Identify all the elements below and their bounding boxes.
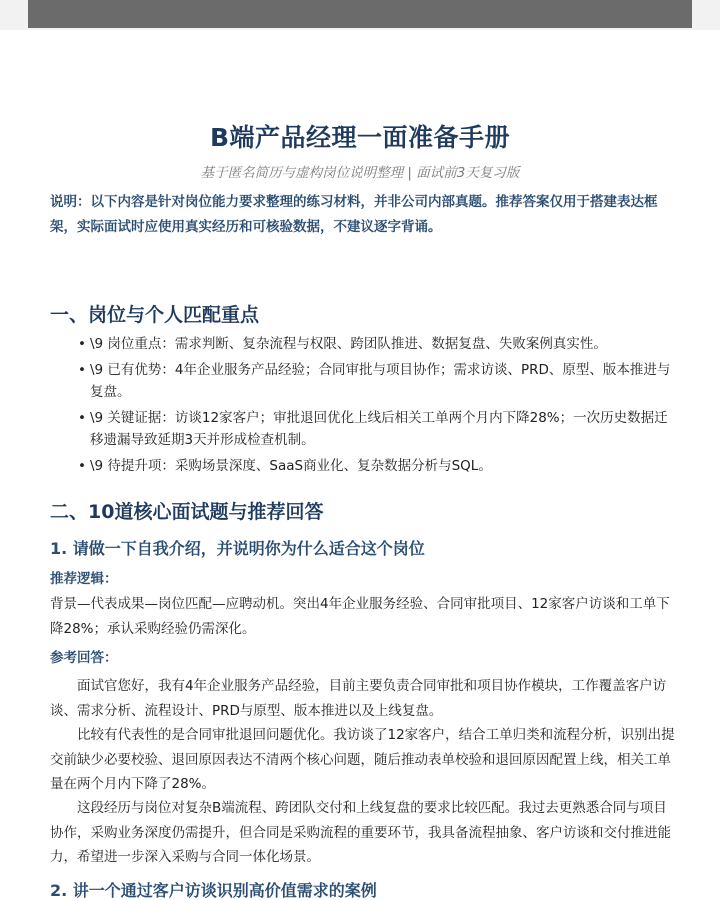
document-page <box>0 30 720 900</box>
reference-answer-label: 参考回答： <box>50 650 118 666</box>
question-2-heading: 2. 讲一个通过客户访谈识别高价值需求的案例 <box>50 881 377 900</box>
top-dark-bar <box>28 0 692 28</box>
list-item-text: \9 已有优势：4年企业服务产品经验；合同审批与项目协作；需求访谈、PRD、原型、版本推进与复盘。 <box>90 362 671 400</box>
list-item-text: \9 关键证据：访谈12家客户；审批退回优化上线后相关工单两个月内下降28%；一次历史数据迁移遗漏导致延期3天并形成检查机制。 <box>90 410 668 448</box>
section1-bullet-list <box>78 333 678 481</box>
section2-heading: 二、10道核心面试题与推荐回答 <box>50 501 324 523</box>
list-item <box>78 455 678 477</box>
list-item <box>78 333 678 355</box>
answer-paragraph-3: 这段经历与岗位对复杂B端流程、跨团队交付和上线复盘的要求比较匹配。我过去更熟悉合同与项目协作，采购业务深度仍需提升，但合同是采购流程的重要环节，我具备流程抽象、客户访谈和交付推进能力，希望进一步深入采购与合同一体化场景。 <box>50 800 671 865</box>
list-item-text: \9 岗位重点：需求判断、复杂流程与权限、跨团队推进、数据复盘、失败案例真实性。 <box>90 336 607 352</box>
list-item <box>78 407 678 451</box>
page-title: B端产品经理一面准备手册 <box>209 123 511 152</box>
section1-heading: 一、岗位与个人匹配重点 <box>50 304 260 326</box>
question-1-heading: 1. 请做一下自我介绍，并说明你为什么适合这个岗位 <box>50 539 425 558</box>
answer-paragraph-1: 面试官您好，我有4年企业服务产品经验，目前主要负责合同审批和项目协作模块，工作覆盖客户访谈、需求分析、流程设计、PRD与原型、版本推进以及上线复盘。 <box>50 678 667 719</box>
bullet-dot-icon: • <box>78 458 86 474</box>
recommended-logic-label: 推荐逻辑： <box>50 571 118 587</box>
page-subtitle: 基于匿名简历与虚构岗位说明整理 | 面试前3天复习版 <box>200 165 520 181</box>
disclaimer-note: 说明：以下内容是针对岗位能力要求整理的练习材料，并非公司内部真题。推荐答案仅用于搭建表达框架，实际面试时应使用真实经历和可核验数据，不建议逐字背诵。 <box>50 194 658 235</box>
bullet-dot-icon: • <box>78 410 86 426</box>
bullet-dot-icon: • <box>78 336 86 352</box>
list-item <box>78 359 678 403</box>
answer-paragraph-2: 比较有代表性的是合同审批退回问题优化。我访谈了12家客户，结合工单归类和流程分析，识别出提交前缺少必要校验、退回原因表达不清两个核心问题，随后推动表单校验和退回原因配置上线，相关工单量在两个月内下降了28%。 <box>50 727 675 792</box>
list-item-text: \9 待提升项：采购场景深度、SaaS商业化、复杂数据分析与SQL。 <box>90 458 492 474</box>
recommended-logic-text: 背景—代表成果—岗位匹配—应聘动机。突出4年企业服务经验、合同审批项目、12家客户访谈和工单下降28%；承认采购经验仍需深化。 <box>50 596 670 637</box>
bullet-dot-icon: • <box>78 362 86 378</box>
